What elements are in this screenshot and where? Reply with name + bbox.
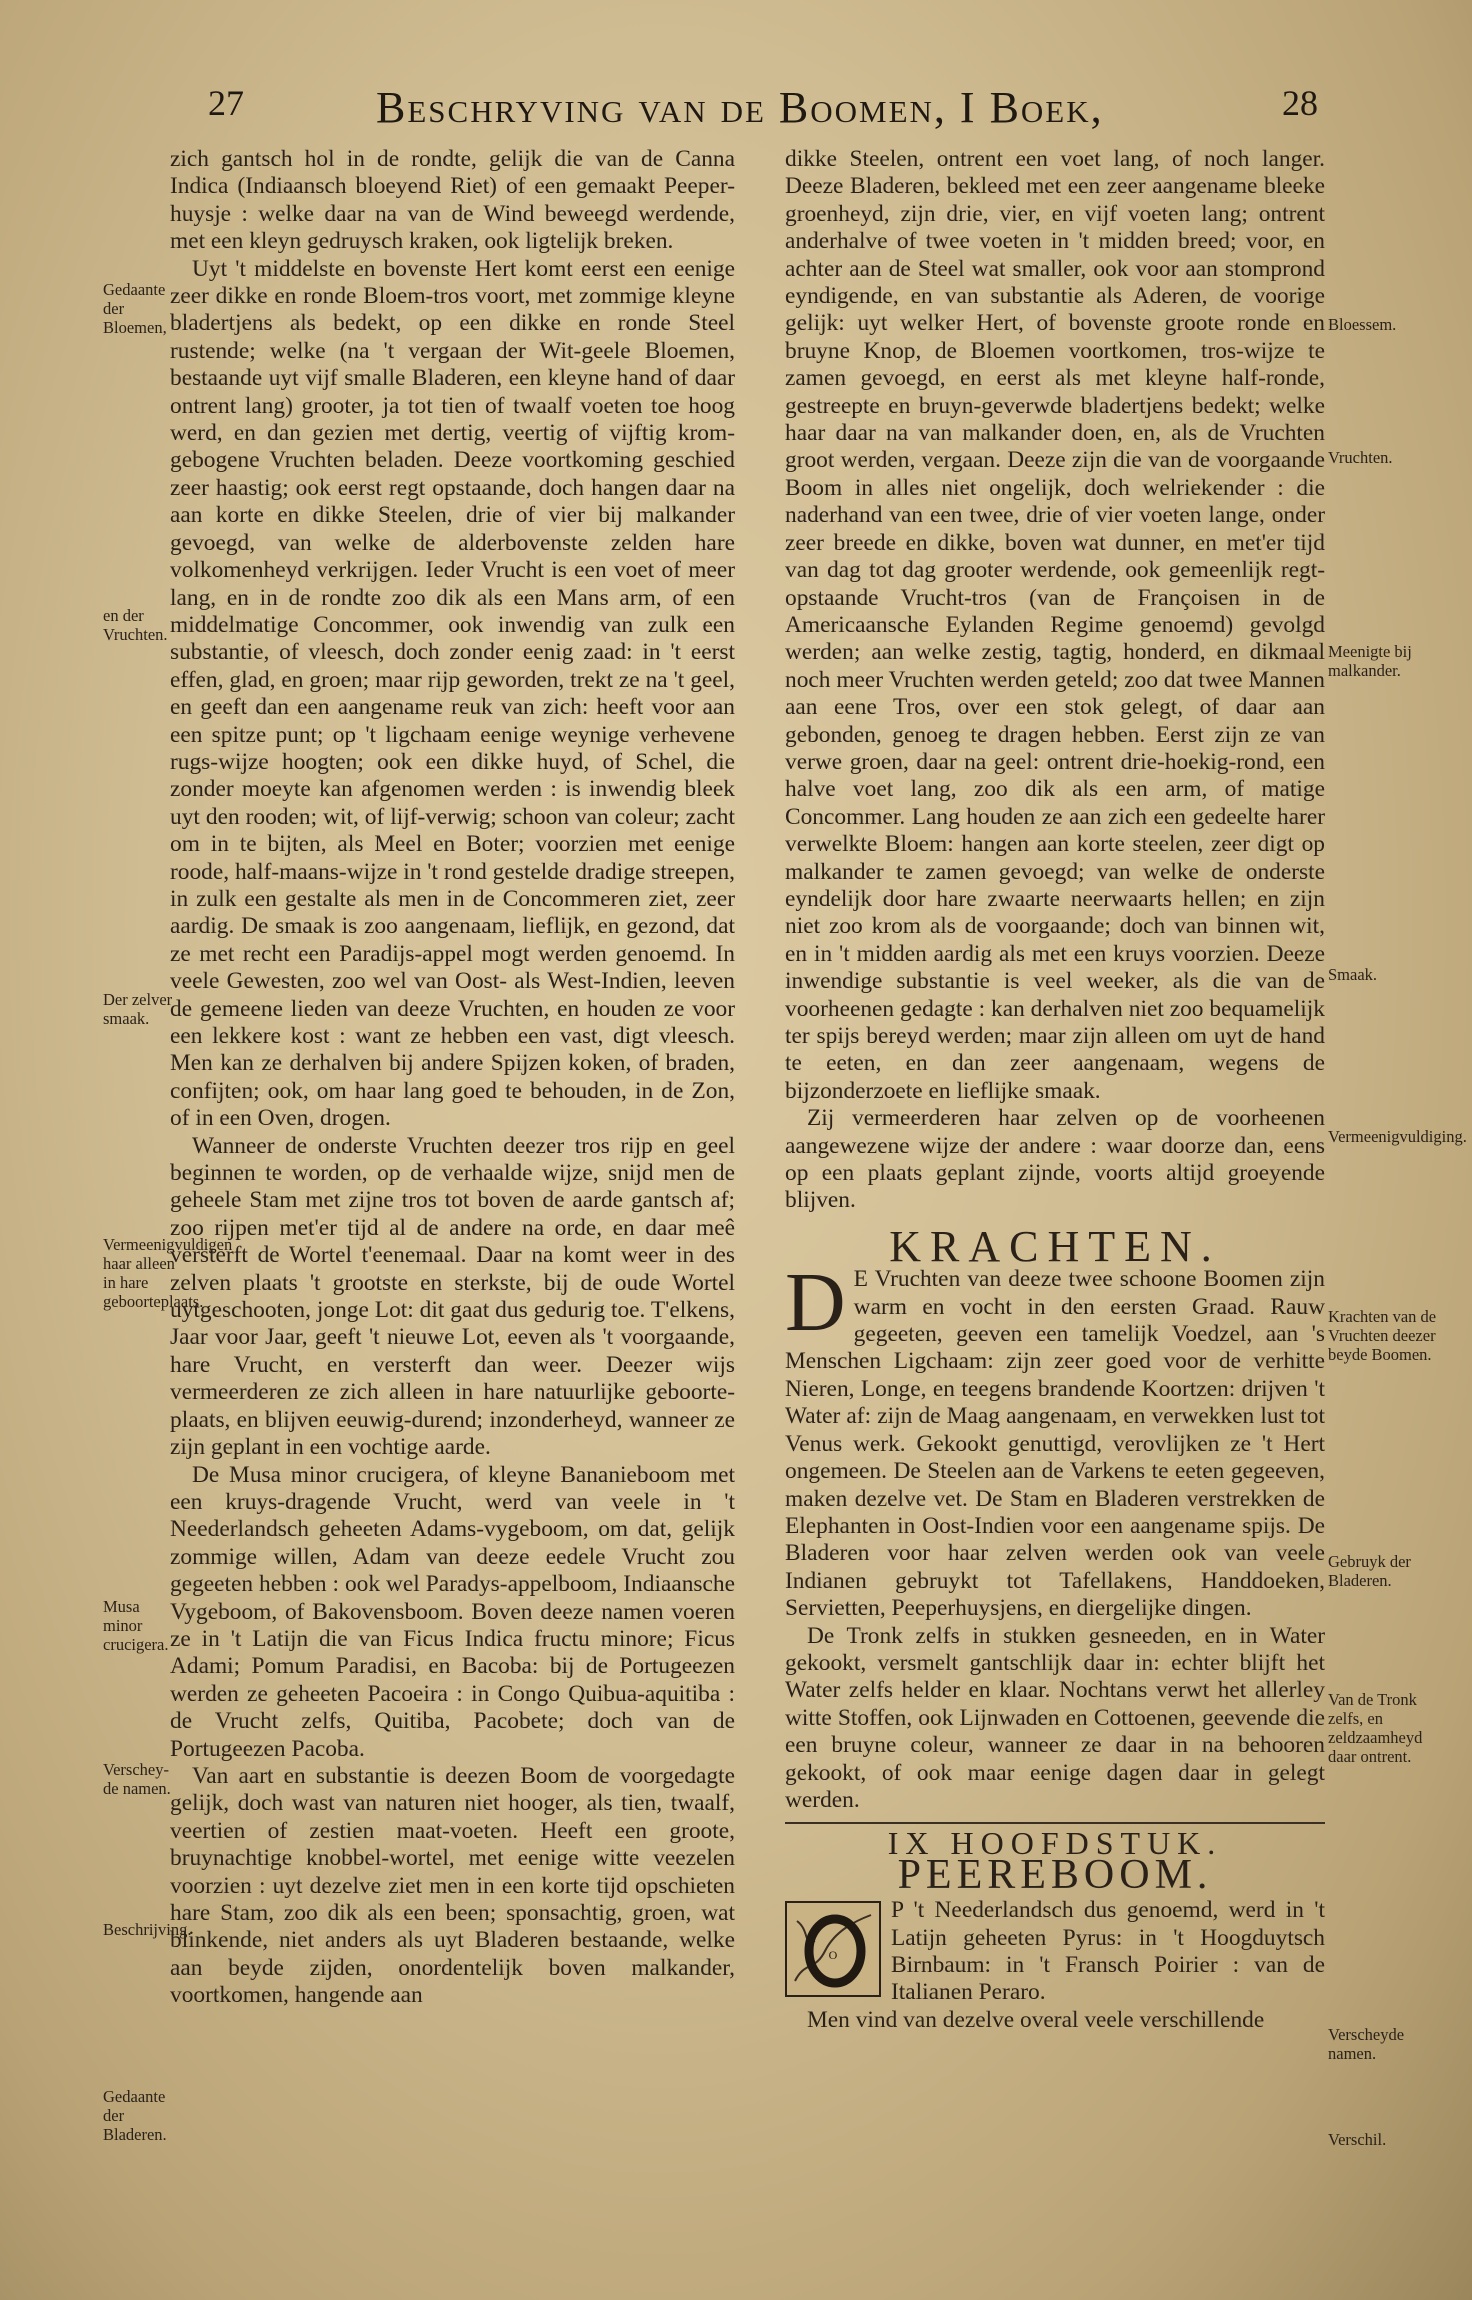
- paragraph: Van aart en substantie is deezen Boom de voorgedagte gelijk, doch wast van naturen niet hooger, als tien, twaalf, veertien of zestien maat-voeten. Heeft een groote, bruynachtige knobbel-wortel, met eenige witte veezelen voorzien : uyt dezelve ziet men in een korte tijd opschieten hare Stam, zoo dik als een been; sponsachtig, groen, wat blinkende, niet anders als uyt Bladeren bestaande, welke aan beyde zijden, onordentelijk boven malkander, voortkomen, hangende aan: [170, 1762, 735, 2009]
- chapter-label: IX HOOFDSTUK.: [887, 1825, 1223, 1862]
- margin-note: Gedaante der Bloemen,: [103, 280, 167, 337]
- paragraph: De Musa minor crucigera, of kleyne Bananieboom met een kruys-dragende Vrucht, werd van veele in 't Neederlandsch geheeten Adams-vygeboom, om dat, gelijk zommige willen, Adam van deeze eedele Vrucht zou gegeeten hebben : ook wel Paradys-appelboom, Indiaansche Vygeboom, of Bakovensboom. Boven deeze namen voeren ze in 't Latijn die van Ficus Indica fructu minore; Ficus Adami; Pomum Paradisi, en Bacoba: bij de Portugeezen werden ze geheeten Pacoeira : in Congo Quibua-aquitiba : de Vrucht zelfs, Quitiba, Pacobete; doch van de Portugeezen Pacoba.: [170, 1461, 735, 1762]
- divider-rule: [785, 1822, 1325, 1824]
- margin-note: Krachten van de Vruchten deezer beyde Boomen.: [1328, 1307, 1437, 1364]
- margin-note: Vermeenigvuldiging.: [1328, 1127, 1467, 1146]
- margin-note: Gebruyk der Bladeren.: [1328, 1552, 1411, 1590]
- left-text-column: [170, 146, 735, 2010]
- ornamental-initial: [785, 1901, 881, 1997]
- margin-note: Beschrijving.: [103, 1920, 192, 1939]
- margin-note: Gedaante der Bladeren.: [103, 2087, 167, 2144]
- margin-note: en der Vruchten.: [103, 606, 168, 644]
- margin-note: Vruchten.: [1328, 448, 1393, 467]
- right-text-column: [785, 146, 1325, 2034]
- margin-note: Bloessem.: [1328, 315, 1397, 334]
- margin-note: Verscheyde namen.: [1328, 2025, 1405, 2063]
- paragraph: zich gantsch hol in de rondte, gelijk die van de Canna Indica (Indiaansch bloeyend Riet) of een gemaakt Peeper-huysje : welke daar na van de Wind beweegd werdende, met een kleyn gedruysch kraken, ook ligtelijk breken.: [170, 146, 735, 255]
- paragraph: De Tronk zelfs in stukken gesneeden, en in Water gekookt, versmelt gantschlijk daar in: echter blijft het Water zelfs helder en klaar. Nochtans verwt het allerley witte Stoffen, ook Lijnwaden en Cottoenen, geevende die een bruyne coleur, wanneer ze daar in na behooren gekookt, of ook maar eenige dagen daar in gelegt werden.: [785, 1622, 1325, 1813]
- margin-note: Verschil.: [1328, 2130, 1387, 2149]
- running-title: Beschryving van de Boomen, I Boek,: [376, 83, 1104, 132]
- margin-note: Verschey-de namen.: [103, 1760, 171, 1798]
- margin-note: Musa minor crucigera.: [103, 1597, 169, 1654]
- paragraph: Wanneer de onderste Vruchten deezer tros rijp en geel beginnen te worden, op de verhaalde wijze, snijd men de geheele Stam met zijne tros tot boven de aarde gantsch af; zoo rijpen met'er tijd al de andere na orde, en daar meê versterft de Wortel t'eenemaal. Daar na komt weer in des zelven plaats 't grootste en sterkste, bij de oude Wortel uytgeschooten, jonge Lot: dit gaat dus gedurig toe. T'elkens, Jaar voor Jaar, geeft 't nieuwe Lot, eeven als 't voorgaande, hare Vrucht, en versterft dan weer. Deezer wijs vermeerderen ze zich alleen in hare natuurlijke geboorte-plaats, en blijven eeuwig-durend; inzonderheyd, wanneer ze zijn geplant in een vochtige aarde.: [170, 1132, 735, 1461]
- margin-note: Van de Tronk zelfs, en zeldzaamheyd daar ontrent.: [1328, 1690, 1423, 1766]
- margin-note: Vermeenigvuldigen haar alleen in hare geboorteplaats.: [103, 1235, 233, 1311]
- page-number-right: 28: [1282, 83, 1318, 123]
- paragraph: Uyt 't middelste en bovenste Hert komt eerst een eenige zeer dikke en ronde Bloem-tros voort, met zommige kleyne bladertjens als bedekt, op een dikke en ronde Steel rustende; welke (na 't vergaan der Wit-geele Bloemen, bestaande uyt vijf smalle Bladeren, een kleyne hand of daar ontrent lang) grooter, ja tot tien of twaalf voeten toe hoog werd, en dan gezien met dertig, veertig of vijftig krom-gebogene Vruchten beladen. Deeze voortkoming geschied zeer haastig; ook eerst regt opstaande, doch hangen daar na aan korte en dikke Steelen, drie of vier bij malkander gevoegd, van welke de alderbovenste zelden hare volkomenheyd verkrijgen. Ieder Vrucht is een voet of meer lang, en in de rondte zoo dik als een Mans arm, of een middelmatige Concommer, ook inwendig van zulk een substantie, of vleesch, doch zonder eenig zaad: in 't eerst effen, glad, en groen; maar rijp geworden, trekt ze na 't geel, en geeft dan een aangename reuk van zich: heeft voor aan een spitze punt; op 't ligchaam eenige weynige verhevene rugs-wijze hoogten; ook een dikke huyd, of Schel, die zonder moeyte kan afgenomen werden : is inwendig bleek uyt den rooden; wit, of lijf-verwig; schoon van coleur; zacht om in te bijten, als Meel en Boter; voorzien met eenige roode, half-maans-wijze in 't rond gestelde dradige streepen, in zulk een gestalte als men in de Concommeren ziet, zeer aardig. De smaak is zoo aangenaam, lieflijk, en gezond, dat ze met recht een Paradijs-appel mogt werden genoemd. In veele Gewesten, zoo wel van Oost- als West-Indien, leeven de gemeene lieden van deeze Vruchten, en houden ze voor een lekkere kost : want ze hebben een vast, digt vleesch. Men kan ze derhalven bij andere Spijzen koken, of braden, confijten; ook, om haar lang goed te behouden, in de Zon, of in een Oven, drogen.: [170, 255, 735, 1132]
- paragraph-text: P 't Neederlandsch dus genoemd, werd in 't Latijn geheeten Pyrus: in 't Hoogduytsch Birnbaum: in 't Fransch Poirier : van de Italianen Peraro.: [891, 1897, 1325, 2006]
- paragraph: dikke Steelen, ontrent een voet lang, of noch langer. Deeze Bladeren, bekleed met een zeer aangename bleeke groenheyd, zijn drie, vier, en vijf voeten lang; ontrent anderhalve of twee voeten in 't midden breed; voor, en achter aan de Steel wat smaller, ook voor aan stomprond eyndigende, en van substantie als Aderen, de voorige gelijk: uyt welker Hert, of bovenste groote ronde en bruyne Knop, de Bloemen voortkomen, tros-wijze te zamen gevoegd, en eerst als met kleyne half-ronde, gestreepte en bruyn-geverwde bladertjens bedekt; welke haar daar na van malkander doen, en, als de Vruchten groot werden, vergaan. Deeze zijn die van de voorgaande Boom in alles niet ongelijk, doch welriekender : die naderhand van een twee, drie of vier voeten lange, onder zeer breede en dikke, boven wat dunner, en met'er tijd van dag tot dag grooter werdende, ook gemeenlijk regt-opstaande Vrucht-tros (van de Françoisen in de Americaansche Eylanden Regime genoemd) gevolgd werden; aan welke zestig, tagtig, honderd, en dikmaal noch meer Vruchten werden geteld; zoo dat twee Mannen aan eene Tros, over een stok gelegt, of daar aan gebonden, genoeg te dragen hebben. Eerst zijn ze van verwe groen, daar na geel: ontrent drie-hoekig-rond, een halve voet lang, zoo dik als een arm, of matige Concommer. Lang houden ze aan zich een gedeelte harer verwelkte Bloem: hangen aan korte steelen, zeer digt op malkander te zamen gevoegd; van welke de onderste eyndelijk door hare zwaarte neerwaarts hellen; en zijn niet zoo krom als de voorgaande; doch van binnen wit, en in 't midden aardig als met een kruys voorzien. Deeze inwendige substantie is veel weeker, als die van de voorheenen gedagte : kan derhalven niet zoo bequamelijk ter spijs bereyd werden; maar zijn alleen om uyt de hand te eeten, en dan zeer aangenaam, wegens de bijzonderzoete en lieflijke smaak.: [785, 146, 1325, 1104]
- drop-cap: D: [785, 1256, 846, 1350]
- margin-note: Meenigte bij malkander.: [1328, 642, 1412, 680]
- section-heading: KRACHTEN.: [889, 1221, 1221, 1271]
- paragraph: [785, 1897, 1325, 2007]
- ornamental-initial-letter: O: [828, 1948, 838, 1963]
- margin-note: Der zelver smaak.: [103, 990, 173, 1028]
- paragraph-text: E Vruchten van deeze twee schoone Boomen zijn warm en vocht in den eersten Graad. Rauw gegeeten, geeven een tamelijk Voedzel, aan 's Menschen Ligchaam: zijn zeer goed voor de verhitte Nieren, Longe, en teegens brandende Koortzen: drijven 't Water af: zijn de Maag aangenaam, en verwekken lust tot Venus werk. Gekookt genuttigd, verovlijken ze 't Hert ongemeen. De Steelen aan de Varkens te eeten gegeeven, maken dezelve vet. De Stam en Bladeren verstrekken de Elephanten in Oost-Indien voor een aangename spijs. De Bladeren voor haar zelven werden ook van veele Indianen gebruykt tot Tafellakens, Handdoeken, Servietten, Peeperhuysjens, en diergelijke dingen.: [785, 1266, 1325, 1622]
- page-number-left: 27: [208, 83, 244, 123]
- chapter-title: PEEREBOOM.: [897, 1851, 1213, 1898]
- paragraph: Zij vermeerderen haar zelven op de voorheenen aangewezene wijze der andere : waar doorze dan, eens op een plaats geplant zijnde, voorts altijd groeyende blijven.: [785, 1105, 1325, 1214]
- paragraph: [785, 1256, 1325, 1622]
- margin-note: Smaak.: [1328, 965, 1378, 984]
- paragraph: Men vind van dezelve overal veele verschillende: [807, 2006, 1265, 2033]
- ornamental-initial-graphic: [785, 1901, 881, 1997]
